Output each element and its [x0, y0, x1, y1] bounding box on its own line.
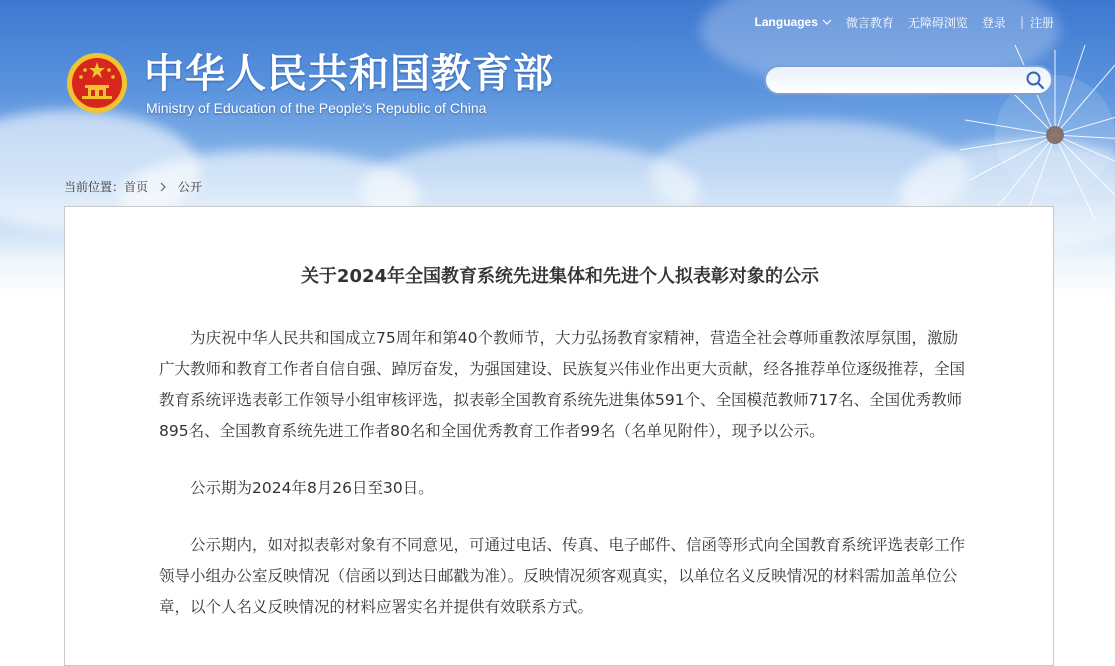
site-title-en: Ministry of Education of the People's Republic of China [146, 100, 487, 116]
login-link[interactable]: 登录 [981, 15, 1006, 30]
chevron-down-icon [822, 19, 832, 26]
chevron-right-icon [158, 182, 168, 192]
search-box [764, 65, 1053, 95]
article-paragraph: 公示期为2024年8月26日至30日。 [190, 479, 434, 497]
breadcrumb [64, 178, 202, 195]
accessibility-link[interactable]: 无障碍浏览 [907, 15, 968, 30]
languages-label: Languages [754, 15, 818, 29]
nav-separator: | [1019, 15, 1024, 29]
search-input[interactable] [778, 70, 1022, 92]
search-icon[interactable] [1025, 70, 1045, 90]
article-paragraph: 公示期内，如对拟表彰对象有不同意见，可通过电话、传真、电子邮件、信函等形式向全国教育系统评选表彰工作领导小组办公室反映情况（信函以到达日邮戳为准）。反映情况须客观真实，以单位名义反映情况的材料需加盖单位公章，以个人名义反映情况的材料应署实名并提供有效联系方式。 [159, 536, 966, 616]
article-body [159, 323, 965, 623]
article-paragraph: 为庆祝中华人民共和国成立75周年和第40个教师节，大力弘扬教育家精神，营造全社会尊师重教浓厚氛围，激励广大教师和教育工作者自信自强、踔厉奋发，为强国建设、民族复兴伟业作出更大贡献，经各推荐单位逐级推荐，全国教育系统评选表彰工作领导小组审核评选，拟表彰全国教育系统先进集体591个、全国模范教师717名、全国优秀教师895名、全国教育系统先进工作者80名和全国优秀教育工作者99名（名单见附件），现予以公示。 [159, 329, 966, 440]
register-link[interactable]: 注册 [1029, 15, 1054, 30]
breadcrumb-current[interactable]: 公开 [178, 180, 203, 194]
article-panel [64, 206, 1054, 666]
article-title: 关于2024年全国教育系统先进集体和先进个人拟表彰对象的公示 [300, 266, 820, 287]
national-emblem-icon[interactable] [66, 50, 128, 116]
breadcrumb-home-link[interactable]: 首页 [124, 180, 149, 194]
breadcrumb-prefix: 当前位置：首页 [64, 180, 149, 194]
weiyan-education-link[interactable]: 微言教育 [845, 15, 894, 30]
top-navigation [755, 13, 1054, 31]
site-title-cn[interactable]: 中华人民共和国教育部 [144, 51, 554, 97]
languages-dropdown[interactable] [755, 15, 832, 29]
